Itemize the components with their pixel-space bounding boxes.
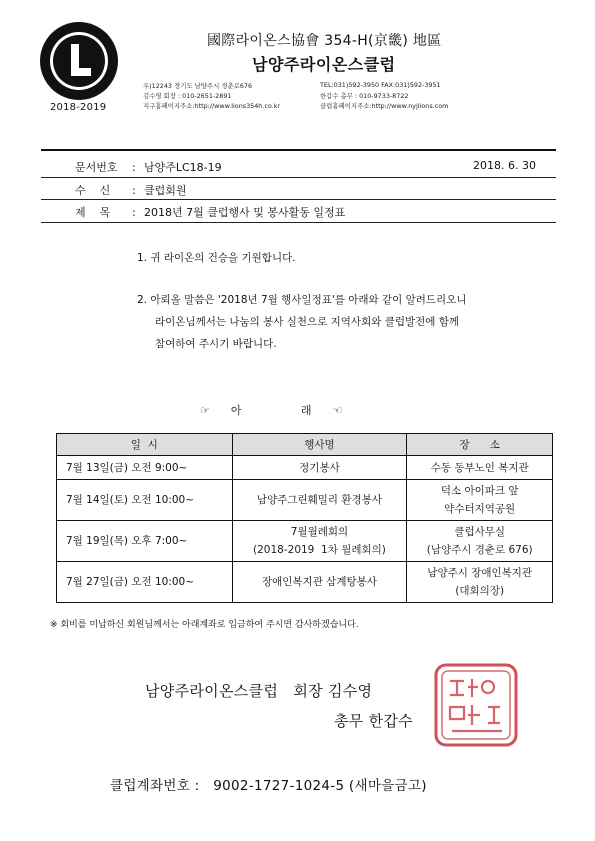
below-heading: ☞ 아 래 ☜ <box>200 404 343 417</box>
row-place-cell <box>407 562 553 603</box>
phone-fax: TEL:031)592-3950 FAX:031)592-3951 <box>320 81 441 89</box>
table-row <box>57 480 553 521</box>
meta-divider-2 <box>41 199 556 200</box>
row-place-sub: (대회의장) <box>455 585 505 597</box>
header-datetime: 일 시 <box>57 434 233 456</box>
signature-president: 남양주라이온스클럽 회장 김수영 <box>145 682 373 700</box>
row-event: 장애인복지관 삼계탕봉사 <box>232 562 407 603</box>
club-seal-stamp-icon <box>432 661 520 749</box>
subject-line <box>75 204 345 220</box>
recipient-label: 수 신 <box>75 184 111 197</box>
president-contact: 김수영 회장 : 010-2651-2891 <box>143 92 232 100</box>
doc-date: 2018. 6. 30 <box>473 159 536 172</box>
row-event: 남양주그린훼밀리 환경봉사 <box>232 480 407 521</box>
row-datetime: 7월 14일(토) 오전 10:00~ <box>57 480 233 521</box>
row-place-sub: 약수터지역공원 <box>444 503 516 515</box>
paragraph-2-line-2: 라이온님께서는 나눔의 봉사 실천으로 지역사회와 클럽발전에 함께 <box>155 316 460 328</box>
org-district-title: 國際라이온스協會 354-H(京畿) 地區 <box>207 33 442 49</box>
row-place: 남양주시 장애인복지관 <box>427 567 533 579</box>
row-place-cell <box>407 521 553 562</box>
district-website: 지구홈페이지주소:http://www.lions354h.co.kr <box>143 102 281 110</box>
doc-number: 남양주LC18-19 <box>144 161 222 174</box>
logo-year: 2018-2019 <box>50 102 107 113</box>
signature-secretary: 총무 한갑수 <box>334 712 414 730</box>
row-place: 수동 동부노인 복지관 <box>407 456 553 480</box>
header-place: 장 소 <box>407 434 553 456</box>
row-place: 덕소 아이파크 앞 <box>440 485 519 497</box>
row-event-sub: (2018-2019 1차 월례회의) <box>253 544 386 556</box>
bank-account: 클럽계좌번호 : 9002-1727-1024-5 (새마을금고) <box>110 778 427 794</box>
meta-divider-1 <box>41 177 556 178</box>
doc-number-line <box>75 159 222 175</box>
row-datetime: 7월 19일(목) 오후 7:00~ <box>57 521 233 562</box>
row-place-sub: (남양주시 경춘로 676) <box>426 544 533 556</box>
recipient-line <box>75 182 187 198</box>
header-divider <box>41 149 556 151</box>
row-event: 7월월례회의 <box>290 526 349 538</box>
colon: : <box>132 206 136 219</box>
row-datetime: 7월 27일(금) 오전 10:00~ <box>57 562 233 603</box>
colon: : <box>132 184 136 197</box>
subject-label: 제 목 <box>75 206 111 219</box>
row-event-cell <box>232 521 407 562</box>
row-event: 정기봉사 <box>232 456 407 480</box>
club-website: 클럽홈페이지주소:http://www.nyjlions.com <box>320 102 449 110</box>
row-place: 클럽사무실 <box>454 526 506 538</box>
recipient: 클럽회원 <box>144 184 187 197</box>
doc-number-label: 문서번호 <box>75 161 118 174</box>
paragraph-2-line-1: 2. 아뢰올 말씀은 '2018년 7월 행사일정표'를 아래와 같이 알려드리오니 <box>137 294 467 306</box>
secretary-contact: 한갑수 총무 : 010-9733-8722 <box>320 92 409 100</box>
paragraph-1: 1. 귀 라이온의 건승을 기원합니다. <box>137 252 296 264</box>
header-event: 행사명 <box>232 434 407 456</box>
table-row <box>57 562 553 603</box>
row-place-cell <box>407 480 553 521</box>
table-row <box>57 521 553 562</box>
colon: : <box>132 161 136 174</box>
address: 우)12243 경기도 남양주시 경춘로676 <box>143 82 253 90</box>
org-name: 남양주라이온스클럽 <box>252 55 396 74</box>
table-header-row <box>57 434 553 456</box>
subject: 2018년 7월 클럽행사 및 봉사활동 일정표 <box>144 206 346 219</box>
lions-logo-icon <box>38 20 120 102</box>
row-datetime: 7월 13일(금) 오전 9:00~ <box>57 456 233 480</box>
schedule-table <box>56 433 553 603</box>
paragraph-2-line-3: 참여하여 주시기 바랍니다. <box>155 338 277 350</box>
table-row <box>57 456 553 480</box>
payment-note: ※ 회비를 미납하신 회원님께서는 아래계좌로 입금하여 주시면 감사하겠습니다. <box>50 620 359 630</box>
meta-divider-3 <box>41 222 556 223</box>
